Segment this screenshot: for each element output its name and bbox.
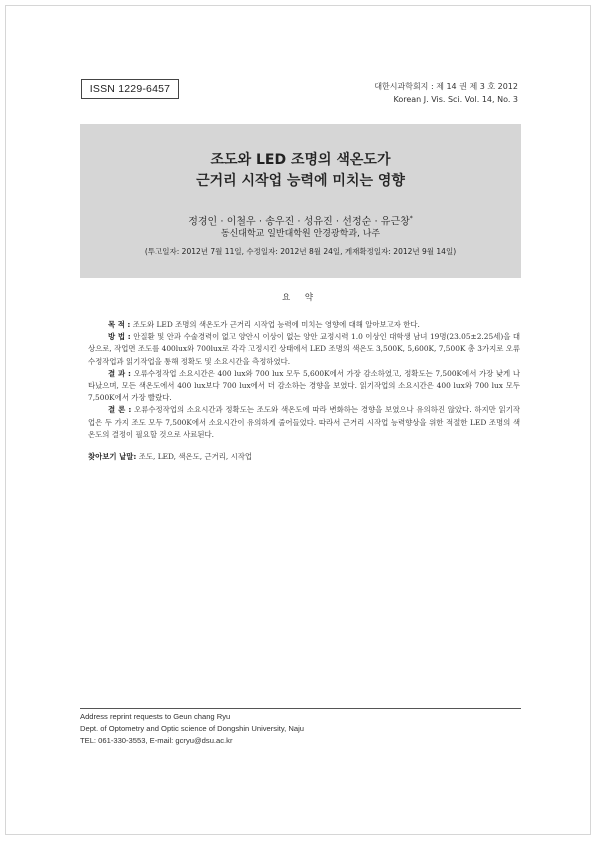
journal-info xyxy=(374,80,518,106)
footnote-rule xyxy=(80,708,521,709)
corresponding-mark: * xyxy=(409,215,413,222)
journal-korean: 대한시과학회지 : 제 14 권 제 3 호 2012 xyxy=(374,82,518,91)
keywords-label: 찾아보기 낱말: xyxy=(88,452,137,461)
purpose-text: 조도와 LED 조명의 색온도가 근거리 시작업 능력에 미치는 영향에 대해 알아보고자 한다. xyxy=(132,320,420,329)
abstract-method xyxy=(88,331,520,368)
footnote-line-1: Address reprint requests to Geun chang Ryu xyxy=(80,712,231,721)
submission-dates: (투고일자: 2012년 7월 11일, 수정일자: 2012년 8월 24일, 게재확정일자: 2012년 9월 14일) xyxy=(144,247,457,256)
footnote-line-2: Dept. of Optometry and Optic science of Dongshin University, Naju xyxy=(80,723,304,733)
method-text: 안질환 및 안과 수술경력이 없고 양안시 이상이 없는 양안 교정시력 1.0 이상인 대학생 남녀 19명(23.05±2.25세)을 대상으로, 작업면 조도를 400lux와 700lux로 각각 고정시킨 상태에서 LED 조명의 색온도 3,500K, 5,600K, 7,500K 총 3가지로 오류수정작업과 읽기작업을 통해 정확도 및 소요시간을 측정하였다. xyxy=(88,332,521,366)
purpose-label: 목 적 : xyxy=(108,320,131,329)
affiliation: 동신대학교 일반대학원 안경광학과, 나주 xyxy=(220,229,381,239)
result-text: 오류수정작업 소요시간은 400 lux와 700 lux 모두 5,600K에서 가장 감소하였고, 정확도는 7,500K에서 가장 낮게 나타났으며, 모든 색온도에서 400 lux보다 700 lux에서 더 감소하는 경향을 보였다. 읽기작업의 소요시간은 400 lux와 700 lux 모두 7,500K에서 가장 빨랐다. xyxy=(88,368,520,403)
footnote xyxy=(80,711,521,746)
keywords xyxy=(88,451,520,463)
conclusion-text: 오류수정작업의 소요시간과 정확도는 조도와 색온도에 따라 변화하는 경향을 보였으나 유의하진 않았다. 하지만 읽기작업은 두 가지 조도 모두 7,500K에서 소요시간이 유의하게 줄어들었다. 따라서 근거리 시작업 능력향상을 위한 적절한 LED 조명의 색온도의 결정이 필요할 것으로 사료된다. xyxy=(88,405,520,439)
conclusion-label: 결 론 : xyxy=(108,405,132,415)
authors: 정경인 · 이철우 · 송우진 · 성유진 · 선정순 · 유근창 xyxy=(188,216,410,228)
journal-english: Korean J. Vis. Sci. Vol. 14, No. 3 xyxy=(393,95,518,104)
abstract-result xyxy=(88,368,520,405)
author-list xyxy=(80,212,521,229)
abstract-body xyxy=(88,319,520,441)
paper-title xyxy=(80,150,521,192)
method-label: 방 법 : xyxy=(108,332,131,342)
title-line-2: 근거리 시작업 능력에 미치는 영향 xyxy=(196,173,405,189)
issn-box: ISSN 1229-6457 xyxy=(81,79,179,99)
abstract-purpose xyxy=(88,319,520,331)
footnote-line-3: TEL: 061-330-3553, E-mail: gcryu@dsu.ac.kr xyxy=(80,735,233,745)
result-label: 결 과 : xyxy=(108,368,131,378)
abstract-conclusion xyxy=(88,404,520,441)
keywords-text: 조도, LED, 색온도, 근거리, 시작업 xyxy=(138,452,253,461)
abstract-heading: 요 약 xyxy=(281,293,320,303)
title-line-1: 조도와 LED 조명의 색온도가 xyxy=(210,152,391,168)
